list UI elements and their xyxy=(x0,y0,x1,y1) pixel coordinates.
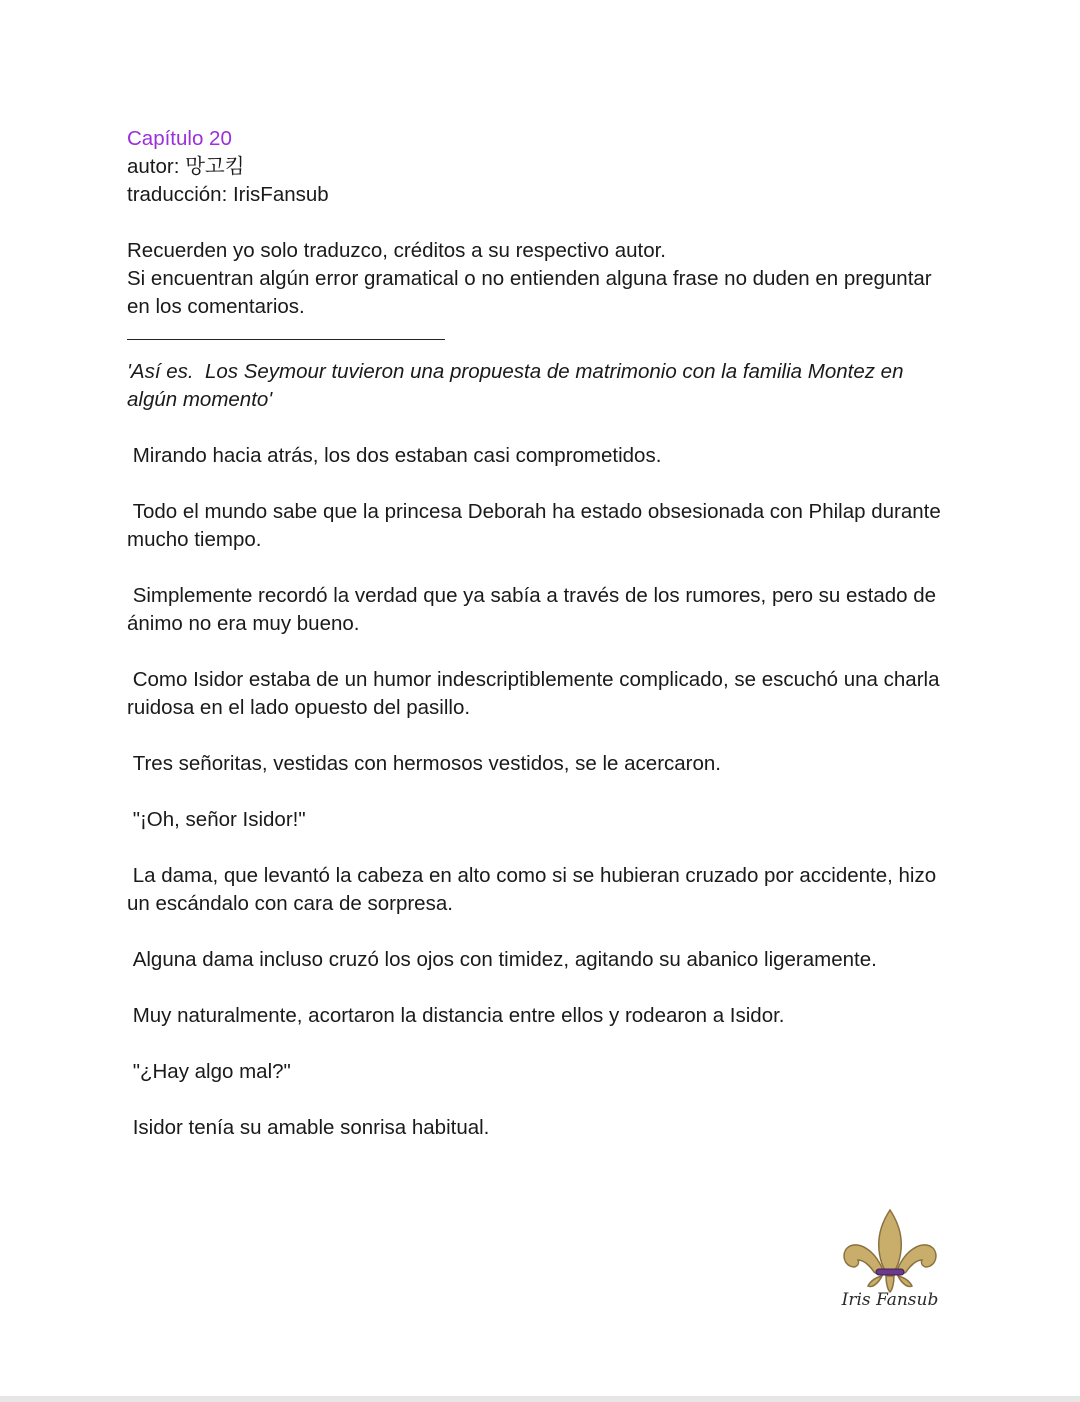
paragraph: La dama, que levantó la cabeza en alto como si se hubieran cruzado por accidente, hizo un escándalo con cara de sorpresa. xyxy=(127,864,942,915)
paragraph: Todo el mundo sabe que la princesa Deborah ha estado obsesionada con Philap durante mucho tiempo. xyxy=(127,500,947,551)
paragraph-dialogue: "¡Oh, señor Isidor!" xyxy=(127,808,306,831)
paragraph: Como Isidor estaba de un humor indescriptiblemente complicado, se escuchó una charla ruidosa en el lado opuesto del pasillo. xyxy=(127,668,946,719)
notice-line-1: Recuerden yo solo traduzco, créditos a su respectivo autor. xyxy=(127,239,666,262)
chapter-title: Capítulo 20 xyxy=(127,127,232,150)
paragraph: Tres señoritas, vestidas con hermosos vestidos, se le acercaron. xyxy=(127,752,722,775)
paragraph: Isidor tenía su amable sonrisa habitual. xyxy=(127,1116,490,1139)
paragraph: Mirando hacia atrás, los dos estaban casi comprometidos. xyxy=(127,444,662,467)
translation-line: traducción: IrisFansub xyxy=(127,183,329,206)
paragraph: Muy naturalmente, acortaron la distancia entre ellos y rodearon a Isidor. xyxy=(127,1004,785,1027)
paragraph-dialogue: "¿Hay algo mal?" xyxy=(127,1060,291,1083)
paragraph: Alguna dama incluso cruzó los ojos con timidez, agitando su abanico ligeramente. xyxy=(127,948,877,971)
page-bottom-edge xyxy=(0,1396,1080,1402)
paragraph: Simplemente recordó la verdad que ya sabía a través de los rumores, pero su estado de ánimo no era muy bueno. xyxy=(127,584,942,635)
notice-line-2: Si encuentran algún error gramatical o no entienden alguna frase no duden en preguntar en los comentarios. xyxy=(127,267,938,318)
author-line: autor: 망고킴 xyxy=(127,155,245,178)
document-body xyxy=(127,125,947,1142)
logo-text: Iris Fansub xyxy=(841,1290,939,1310)
separator-line xyxy=(127,339,445,340)
paragraph-intro-quote: 'Así es. Los Seymour tuvieron una propuesta de matrimonio con la familia Montez en algún momento' xyxy=(127,360,910,411)
